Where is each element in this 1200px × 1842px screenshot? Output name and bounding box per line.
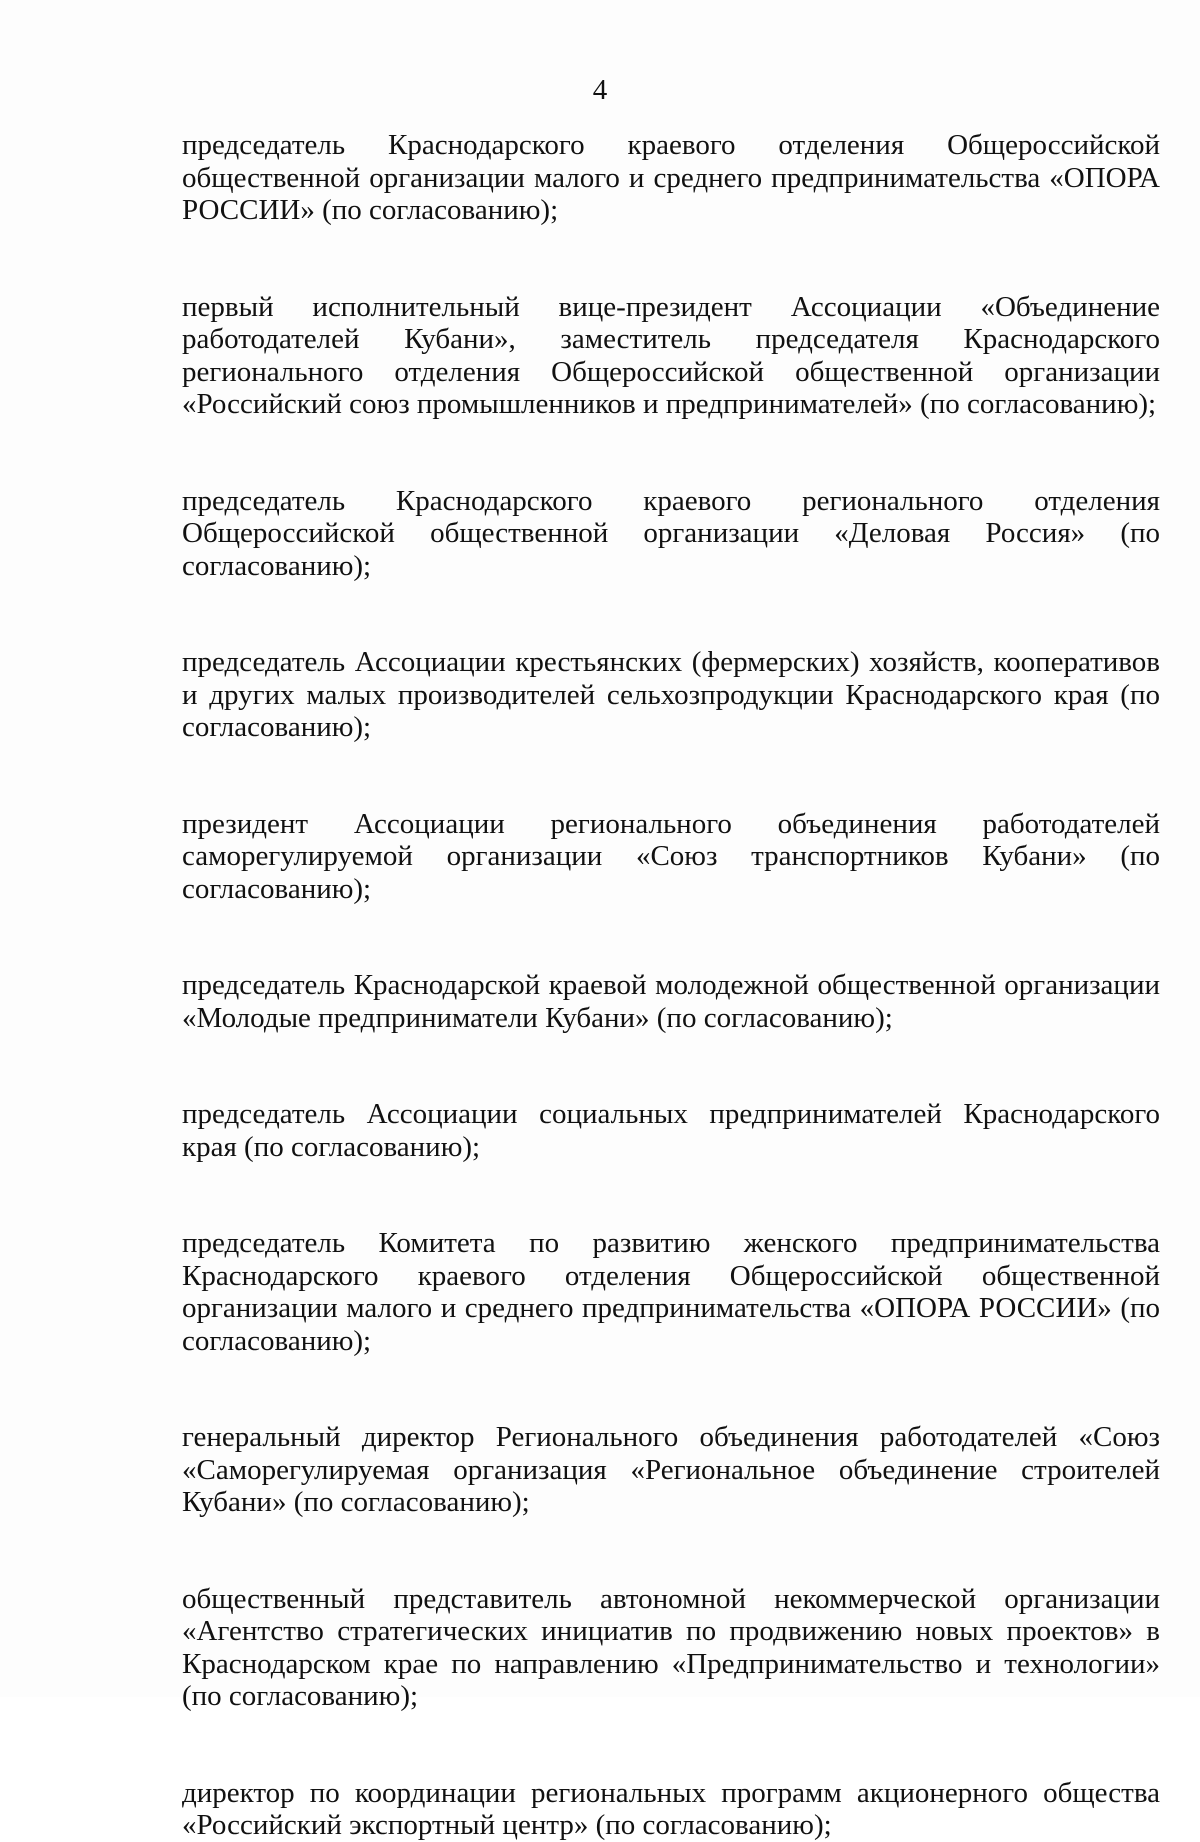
- list-item: председатель Ассоциации крестьянских (фермерских) хозяйств, кооперативов и других малых производителей сельхозпродукции Краснодарского края (по согласованию);: [182, 646, 1160, 743]
- list-item: председатель Краснодарского краевого регионального отделения Общероссийской общественной организации «Деловая Россия» (по согласованию);: [182, 484, 1160, 582]
- list-item: общественный представитель автономной некоммерческой организации «Агентство стратегических инициатив по продвижению новых проектов» в Краснодарском крае по направлению «Предпринимательство и технологии» (по согласованию);: [182, 1582, 1160, 1712]
- list-item: президент Ассоциации регионального объединения работодателей саморегулируемой организации «Союз транспортников Кубани» (по согласованию);: [182, 807, 1160, 905]
- page-number: 4: [592, 74, 608, 106]
- list-item: председатель Комитета по развитию женского предпринимательства Краснодарского краевого отделения Общероссийской общественной организации малого и среднего предпринимательства «ОПОРА РОССИИ» (по согласованию);: [182, 1227, 1160, 1357]
- list-item: первый исполнительный вице-президент Ассоциации «Объединение работодателей Кубани», заместитель председателя Краснодарского регионального отделения Общероссийской общественной организации «Российский союз промышленников и предпринимателей» (по согласованию);: [182, 290, 1160, 420]
- list-item: председатель Краснодарской краевой молодежной общественной организации «Молодые предприниматели Кубани» (по согласованию);: [182, 969, 1160, 1034]
- member-list: [182, 129, 1160, 1842]
- list-item: председатель Краснодарского краевого отделения Общероссийской общественной организации малого и среднего предпринимательства «ОПОРА РОССИИ» (по согласованию);: [182, 129, 1160, 226]
- list-item: генеральный директор Регионального объединения работодателей «Союз «Саморегулируемая организация «Региональное объединение строителей Кубани» (по согласованию);: [182, 1421, 1160, 1518]
- list-item: директор по координации региональных программ акционерного общества «Российский экспортный центр» (по согласованию);: [182, 1776, 1160, 1841]
- list-item: председатель Ассоциации социальных предпринимателей Краснодарского края (по согласованию);: [182, 1098, 1160, 1163]
